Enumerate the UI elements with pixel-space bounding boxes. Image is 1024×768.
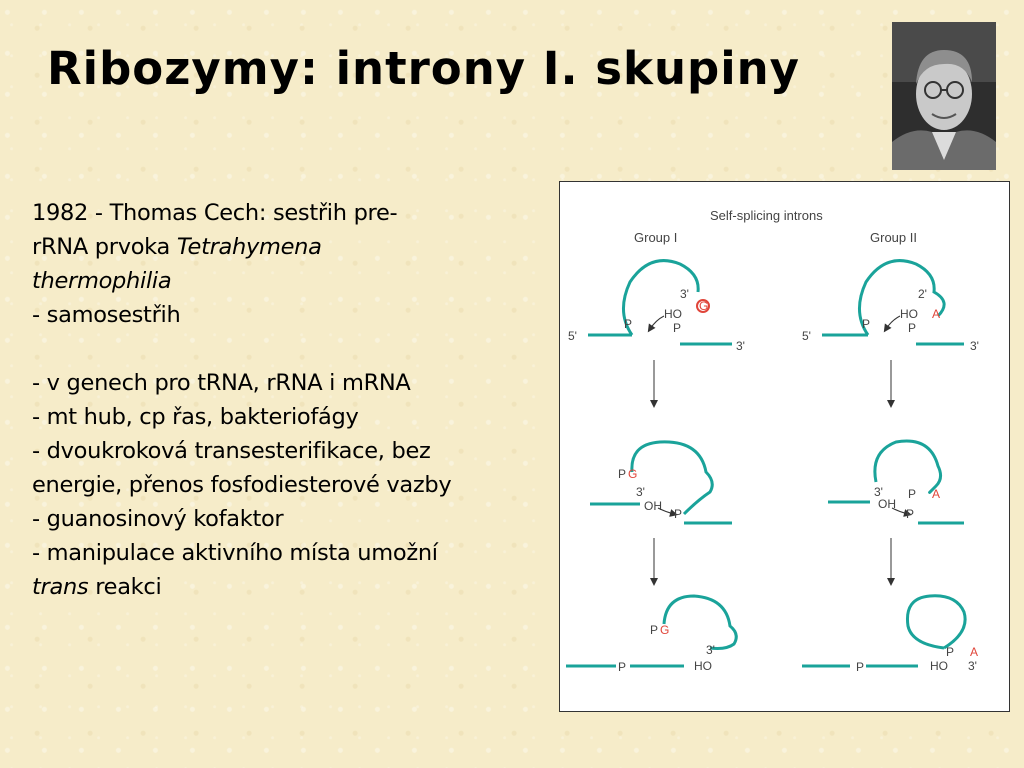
label-3prime: 3': [636, 485, 645, 499]
species-genus: Tetrahymena: [176, 234, 322, 260]
label-g: G: [628, 467, 638, 481]
self-splicing-diagram: [559, 181, 1010, 712]
group2-step2: [828, 441, 964, 523]
slide-title: Ribozymy: introny I. skupiny: [47, 42, 800, 95]
label-p: P: [906, 507, 915, 521]
group2-label: Group II: [870, 230, 917, 245]
group2-step3: [802, 596, 978, 674]
group1-step3: [566, 596, 736, 674]
label-p: P: [908, 321, 917, 335]
label-5prime: 5': [802, 329, 811, 343]
diagram-title: Self-splicing introns: [710, 208, 823, 223]
group1-label: Group I: [634, 230, 678, 245]
diagram-svg: [560, 182, 1011, 713]
label-p: P: [908, 487, 917, 501]
description-text: [32, 196, 552, 604]
label-ho: HO: [664, 307, 682, 321]
bullet-line: - dvoukroková transesterifikace, bez: [32, 438, 431, 464]
text-line: [32, 264, 552, 298]
intron-lariat: [664, 596, 736, 649]
bullet-line: - manipulace aktivního místa umožní: [32, 540, 438, 566]
label-oh: OH: [878, 497, 896, 511]
label-3prime: 3': [874, 485, 883, 499]
label-ho: HO: [694, 659, 712, 673]
label-3prime: 3': [736, 339, 745, 353]
text-segment: rRNA prvoka: [32, 234, 177, 260]
label-p: P: [618, 660, 627, 674]
label-p: P: [673, 321, 682, 335]
label-3prime: 3': [970, 339, 979, 353]
species-epithet: thermophilia: [32, 268, 172, 294]
text-line: - samosestřih: [32, 302, 181, 328]
label-3prime: 3': [968, 659, 977, 673]
group1-step1: [568, 261, 745, 353]
label-5prime: 5': [568, 329, 577, 343]
text-line: [32, 570, 552, 604]
label-a: A: [932, 487, 941, 501]
text-segment: reakci: [88, 574, 162, 600]
bullet-line: - guanosinový kofaktor: [32, 506, 284, 532]
label-a: A: [970, 645, 979, 659]
label-g: G: [660, 623, 670, 637]
intron-loop: [859, 261, 944, 335]
label-p: P: [946, 645, 955, 659]
text-line: [32, 230, 552, 264]
trans-word: trans: [32, 574, 89, 600]
portrait-image: [892, 22, 996, 170]
label-p: P: [650, 623, 659, 637]
label-ho: HO: [930, 659, 948, 673]
label-2prime: 2': [918, 287, 927, 301]
bullet-line: energie, přenos fosfodiesterové vazby: [32, 472, 452, 498]
portrait-photo: [892, 22, 996, 170]
label-p: P: [674, 507, 683, 521]
label-p: P: [618, 467, 627, 481]
group2-step1: [802, 261, 979, 353]
label-ho: HO: [900, 307, 918, 321]
attack-arrow: [886, 316, 900, 329]
label-p: P: [624, 317, 633, 331]
bullet-line: - v genech pro tRNA, rRNA i mRNA: [32, 370, 411, 396]
label-g: G: [699, 299, 709, 313]
label-3prime: 3': [706, 643, 715, 657]
label-a: A: [932, 307, 941, 321]
text-line: 1982 - Thomas Cech: sestřih pre-: [32, 200, 398, 226]
spacer: [32, 332, 552, 366]
intron-lariat: [907, 596, 965, 648]
label-p: P: [856, 660, 865, 674]
label-p: P: [862, 317, 871, 331]
group1-step2: [590, 442, 732, 523]
bullet-line: - mt hub, cp řas, bakteriofágy: [32, 404, 359, 430]
intron-loop: [875, 441, 941, 492]
label-oh: OH: [644, 499, 662, 513]
label-3prime: 3': [680, 287, 689, 301]
attack-arrow: [650, 316, 664, 329]
